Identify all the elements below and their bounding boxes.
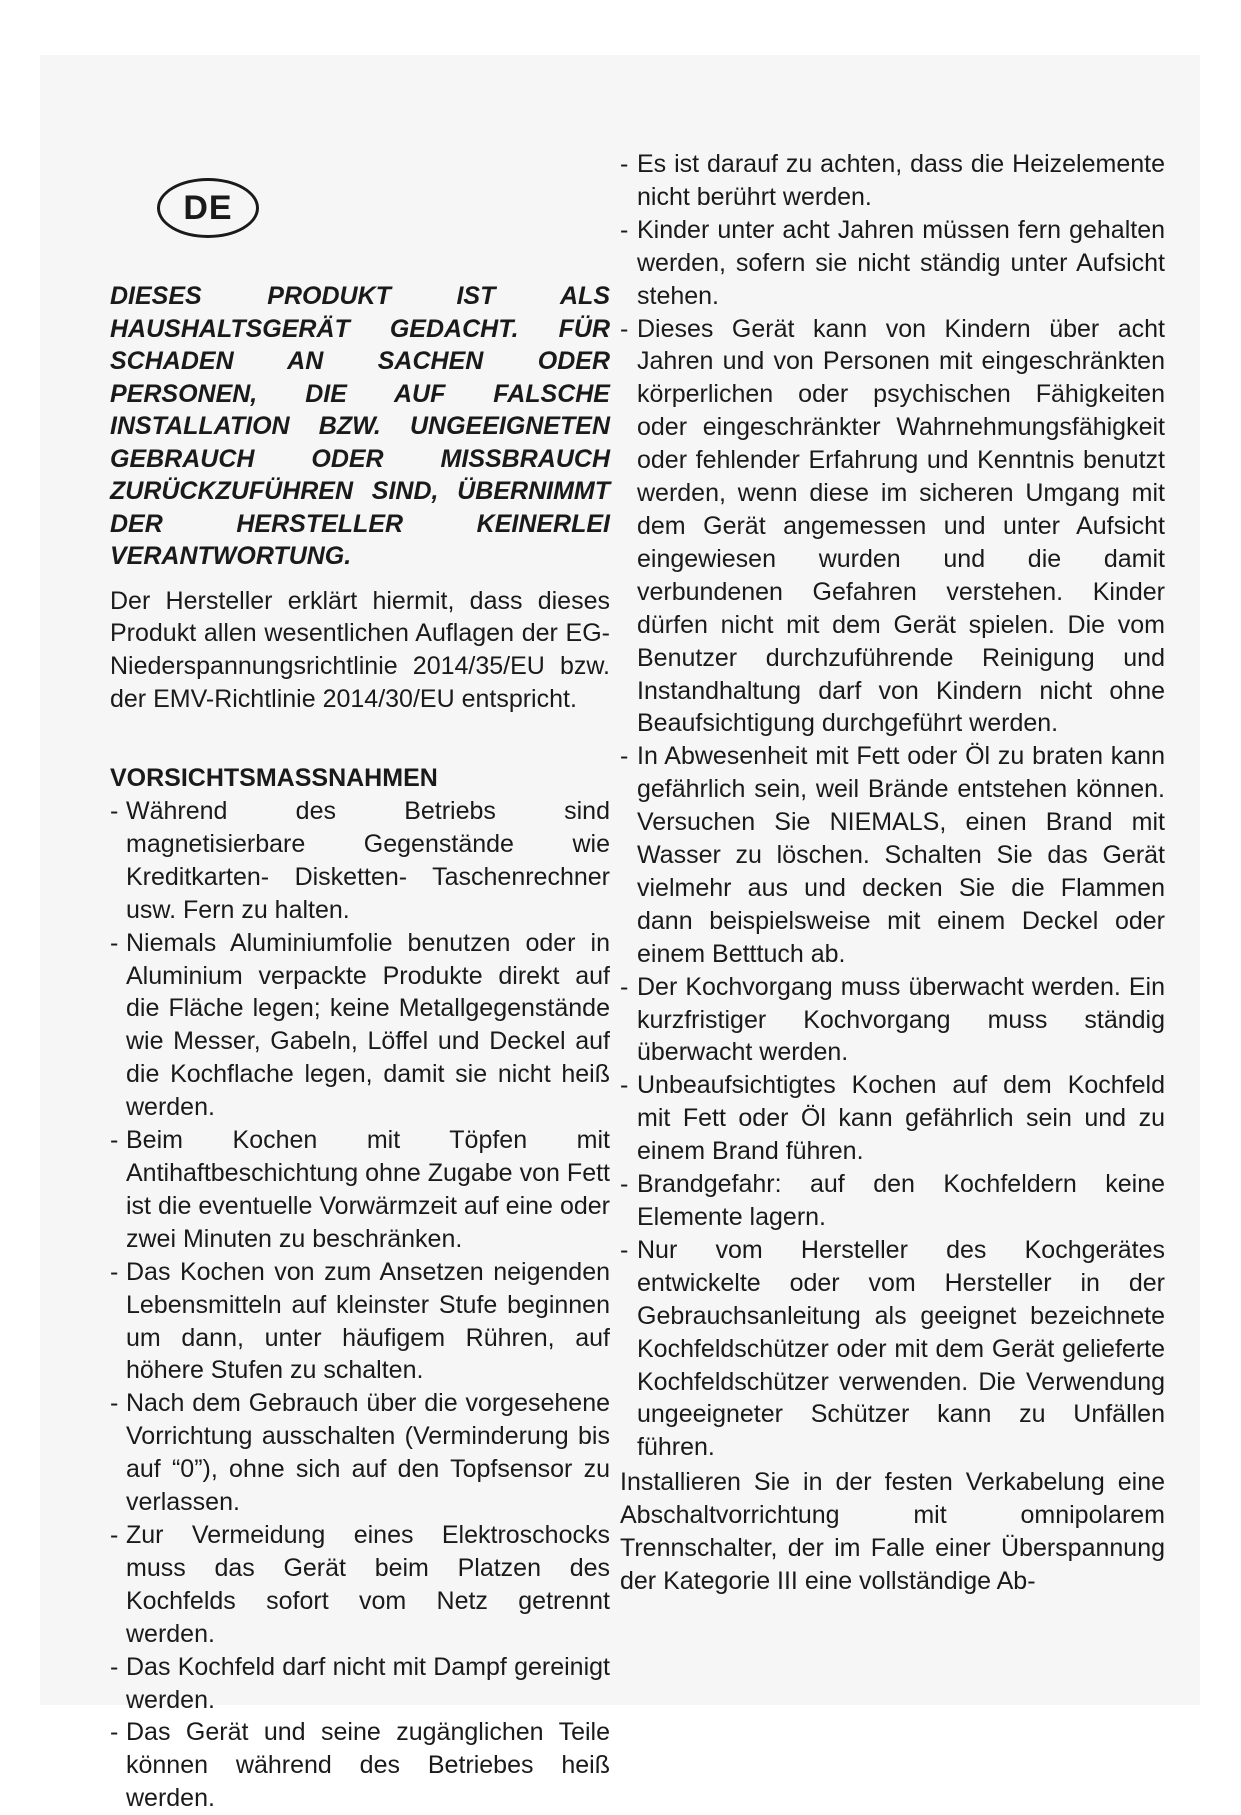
list-item: - Beim Kochen mit Töpfen mit Antihaftbeschichtung ohne Zugabe von Fett ist die eventuelle Vorwärmzeit auf eine oder zwei Minuten zu beschränken.	[110, 1124, 610, 1256]
installation-note: Installieren Sie in der festen Verkabelung eine Abschaltvorrichtung mit omnipolarem Trennschalter, der im Falle einer Überspannung der Kategorie III eine vollständige Ab-	[620, 1468, 1165, 1595]
left-column	[110, 280, 610, 1815]
precautions-heading: VORSICHTSMASSNAHMEN	[110, 764, 438, 793]
list-item: - Kinder unter acht Jahren müssen fern gehalten werden, sofern sie nicht ständig unter Aufsicht stehen.	[620, 214, 1165, 313]
list-item: - In Abwesenheit mit Fett oder Öl zu braten kann gefährlich sein, weil Brände entstehen können. Versuchen Sie NIEMALS, einen Brand mit Wasser zu löschen. Schalten Sie das Gerät vielmehr aus und decken Sie die Flammen dann beispielsweise mit einem Deckel oder einem Betttuch ab.	[620, 740, 1165, 970]
list-item: - Dieses Gerät kann von Kindern über acht Jahren und von Personen mit eingeschränkten körperlichen oder psychischen Fähigkeiten oder eingeschränkter Wahrnehmungsfähigkeit oder fehlender Erfahrung und Kenntnis benutzt werden, wenn diese im sicheren Umgang mit dem Gerät angemessen und unter Aufsicht eingewiesen wurden und die damit verbundenen Gefahren verstehen. Kinder dürfen nicht mit dem Gerät spielen. Die vom Benutzer durchzuführende Reinigung und Instandhaltung darf von Kindern nicht ohne Beaufsichtigung durchgeführt werden.	[620, 313, 1165, 741]
precautions-list-continued	[620, 148, 1165, 1464]
conformity-declaration: Der Hersteller erklärt hiermit, dass dieses Produkt allen wesentlichen Auflagen der EG-Niederspannungsrichtlinie 2014/35/EU bzw. der EMV-Richtlinie 2014/30/EU entspricht.	[110, 586, 610, 714]
list-item: - Während des Betriebs sind magnetisierbare Gegenstände wie Kreditkarten- Disketten- Taschenrechner usw. Fern zu halten.	[110, 795, 610, 927]
language-badge: DE	[157, 178, 259, 238]
list-item: - Es ist darauf zu achten, dass die Heizelemente nicht berührt werden.	[620, 148, 1165, 214]
right-column	[620, 148, 1165, 1598]
list-item: - Nur vom Hersteller des Kochgerätes entwickelte oder vom Hersteller in der Gebrauchsanleitung als geeignet bezeichnete Kochfeldschützer oder mit dem Gerät gelieferte Kochfeldschützer verwenden. Die Verwendung ungeeigneter Schützer kann zu Unfällen führen.	[620, 1234, 1165, 1464]
precautions-list	[110, 795, 610, 1815]
list-item: - Das Gerät und seine zugänglichen Teile können während des Betriebes heiß werden.	[110, 1716, 610, 1815]
list-item: - Das Kochen von zum Ansetzen neigenden Lebensmitteln auf kleinster Stufe beginnen um dann, unter häufigem Rühren, auf höhere Stufen zu schalten.	[110, 1256, 610, 1388]
list-item: - Niemals Aluminiumfolie benutzen oder in Aluminium verpackte Produkte direkt auf die Fläche legen; keine Metallgegenstände wie Messer, Gabeln, Löffel und Deckel auf die Kochflache legen, damit sie nicht heiß werden.	[110, 927, 610, 1124]
list-item: - Brandgefahr: auf den Kochfeldern keine Elemente lagern.	[620, 1168, 1165, 1234]
list-item: - Der Kochvorgang muss überwacht werden. Ein kurzfristiger Kochvorgang muss ständig überwacht werden.	[620, 971, 1165, 1070]
liability-warning: DIESES PRODUKT IST ALS HAUSHALTSGERÄT GEDACHT. FÜR SCHADEN AN SACHEN ODER PERSONEN, DIE AUF FALSCHE INSTALLATION BZW. UNGEEIGNETEN GEBRAUCH ODER MISSBRAUCH ZURÜCKZUFÜHREN SIND, ÜBERNIMMT DER HERSTELLER KEINERLEI VERANTWORTUNG.	[110, 282, 610, 570]
list-item: - Unbeaufsichtigtes Kochen auf dem Kochfeld mit Fett oder Öl kann gefährlich sein und zu einem Brand führen.	[620, 1069, 1165, 1168]
list-item: - Nach dem Gebrauch über die vorgesehene Vorrichtung ausschalten (Verminderung bis auf “0”), ohne sich auf den Topfsensor zu verlassen.	[110, 1387, 610, 1519]
list-item: - Zur Vermeidung eines Elektroschocks muss das Gerät beim Platzen des Kochfelds sofort vom Netz getrennt werden.	[110, 1519, 610, 1651]
list-item: - Das Kochfeld darf nicht mit Dampf gereinigt werden.	[110, 1651, 610, 1717]
